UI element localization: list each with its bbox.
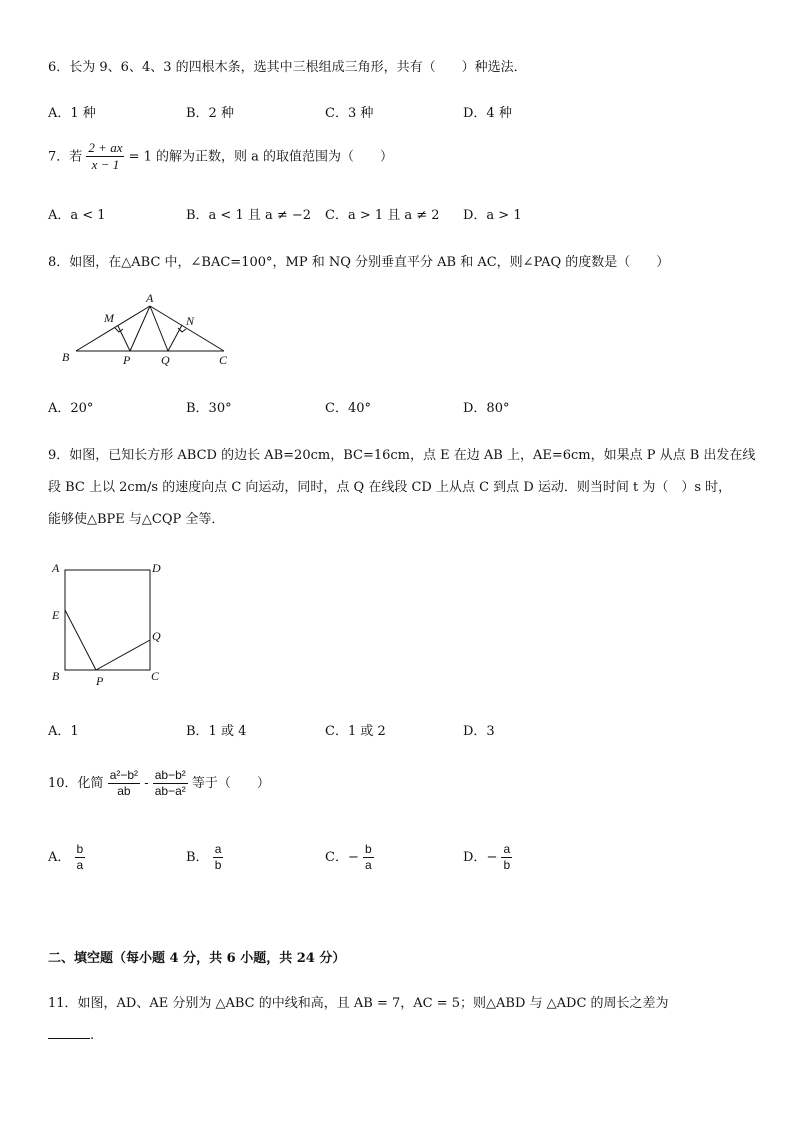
q8-label-b: B bbox=[62, 350, 70, 364]
q8-label-c: C bbox=[219, 353, 228, 367]
q8-stem: 8．如图，在△ABC 中，∠BAC=100°，MP 和 NQ 分别垂直平分 AB 和 AC，则∠PAQ 的度数是（ ） bbox=[48, 255, 670, 270]
q7-option-b: B．a < 1 且 a ≠ −2 bbox=[186, 208, 312, 223]
q10-option-d: D．− $\frac{a}{b}$ bbox=[463, 842, 511, 872]
q8-label-p: P bbox=[123, 353, 131, 367]
q7-fraction: $\frac{2 + ax}{x - 1}$ bbox=[88, 140, 123, 173]
q9-label-p: P bbox=[96, 674, 104, 688]
q10-fraction-1: $\frac{\text{a²−b²}}{ab}$ bbox=[109, 768, 139, 798]
q10-fraction-2: $\frac{\text{ab−b²}}{\text{ab−a²}}$ bbox=[154, 768, 186, 798]
section-2-title: 二、填空题（每小题 4 分，共 6 小题，共 24 分） bbox=[48, 951, 346, 966]
q9-stem-line2: 段 BC 上以 2cm/s 的速度向点 C 向运动，同时，点 Q 在线段 CD 上从点 C 到点 D 运动．则当时间 t 为（ ）s 时， bbox=[48, 480, 732, 495]
q9-label-e: E bbox=[52, 608, 60, 622]
q10-option-b: B． $\frac{a}{b}$ bbox=[186, 842, 222, 872]
q7-option-a: A．a < 1 bbox=[48, 208, 106, 223]
q8-option-d: D．80° bbox=[463, 401, 510, 416]
q8-label-q: Q bbox=[161, 353, 170, 367]
q6-option-b: B．2 种 bbox=[186, 106, 234, 121]
q7-option-c: C．a > 1 且 a ≠ 2 bbox=[325, 208, 440, 223]
q6-option-c: C．3 种 bbox=[325, 106, 374, 121]
q8-option-a: A．20° bbox=[48, 401, 94, 416]
q11-answer-blank[interactable] bbox=[48, 1026, 90, 1039]
q11-answer-line: . bbox=[48, 1026, 94, 1043]
q11-stem-line1: 11．如图，AD、AE 分别为 △ABC 的中线和高，且 AB = 7，AC = 5；则△ABD 与 △ADC 的周长之差为 bbox=[48, 996, 669, 1011]
q8-option-c: C．40° bbox=[325, 401, 371, 416]
q8-option-b: B．30° bbox=[186, 401, 232, 416]
q6-option-a: A．1 种 bbox=[48, 106, 96, 121]
q6-option-d: D．4 种 bbox=[463, 106, 512, 121]
q7-option-d: D．a > 1 bbox=[463, 208, 522, 223]
q8-triangle-figure bbox=[56, 288, 246, 368]
q9-option-b: B．1 或 4 bbox=[186, 724, 247, 739]
q9-option-c: C．1 或 2 bbox=[325, 724, 386, 739]
q9-option-d: D．3 bbox=[463, 724, 495, 739]
q9-stem-line1: 9．如图，已知长方形 ABCD 的边长 AB=20cm，BC=16cm，点 E 在边 AB 上，AE=6cm，如果点 P 从点 B 出发在线 bbox=[48, 448, 756, 463]
q9-label-a: A bbox=[52, 561, 60, 575]
q6-stem: 6．长为 9、6、4、3 的四根木条，选其中三根组成三角形，共有（ ）种选法． bbox=[48, 60, 527, 75]
q8-label-m: M bbox=[104, 311, 114, 325]
q9-label-d: D bbox=[152, 561, 161, 575]
q9-label-c: C bbox=[151, 669, 160, 683]
q9-label-b: B bbox=[52, 669, 60, 683]
q7-stem: 7．若 $\frac{2 + ax}{x - 1}$ = 1 的解为正数，则 a 的取值范围为（ ） bbox=[48, 140, 394, 173]
q8-label-n: N bbox=[186, 314, 195, 328]
q10-option-a: A． $\frac{b}{a}$ bbox=[48, 842, 84, 872]
q9-option-a: A．1 bbox=[48, 724, 79, 739]
q9-stem-line3: 能够使△BPE 与△CQP 全等． bbox=[48, 512, 225, 527]
q10-option-c: C．− $\frac{b}{a}$ bbox=[325, 842, 372, 872]
q8-label-a: A bbox=[146, 291, 154, 305]
q9-rectangle-figure bbox=[46, 558, 176, 690]
q9-label-q: Q bbox=[152, 629, 161, 643]
q10-stem: 10．化简 $\frac{\text{a²−b²}}{ab}$ - $\frac{\text{ab−b²}}{\text{ab−a²}}$ 等于（ ） bbox=[48, 768, 270, 798]
